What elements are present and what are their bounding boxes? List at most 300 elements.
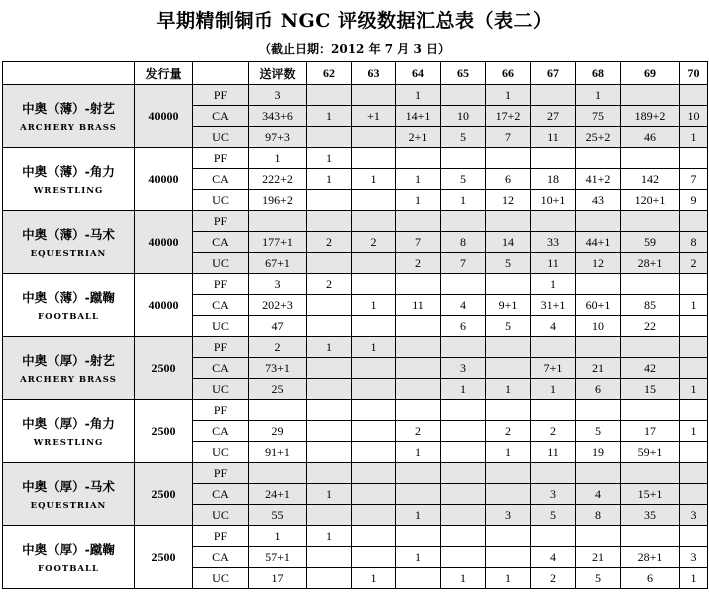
grade-count-cell: 15+1 <box>621 484 680 505</box>
grade-count-cell <box>441 421 486 442</box>
coin-name-english: ARCHERY BRASS <box>20 375 117 385</box>
grade-type-cell: UC <box>193 505 249 526</box>
coin-name-english: EQUESTRIAN <box>30 501 107 511</box>
table-row <box>3 526 708 547</box>
grade-count-cell: 12 <box>576 253 621 274</box>
mintage-cell: 40000 <box>135 148 193 211</box>
total-cell: 222+2 <box>249 169 307 190</box>
grade-count-cell: 1 <box>307 169 352 190</box>
coin-name-cell <box>3 274 135 337</box>
total-cell: 343+6 <box>249 106 307 127</box>
grade-count-cell <box>680 400 708 421</box>
grade-count-cell <box>486 274 531 295</box>
total-cell: 25 <box>249 379 307 400</box>
page-title: 早期精制铜币 NGC 评级数据汇总表（表二） <box>156 10 553 32</box>
grade-count-cell: 10 <box>441 106 486 127</box>
coin-name-chinese: 中奥（薄）-马术 <box>22 227 115 242</box>
grade-count-cell: 4 <box>576 484 621 505</box>
grade-count-cell: 2 <box>396 421 441 442</box>
grade-count-cell <box>307 442 352 463</box>
grade-count-cell: 21 <box>576 547 621 568</box>
grade-count-cell <box>352 148 396 169</box>
grade-count-cell: 3 <box>680 505 708 526</box>
grade-type-cell: PF <box>193 526 249 547</box>
grade-count-cell <box>307 421 352 442</box>
header-col: 66 <box>486 62 531 85</box>
grade-count-cell: 44+1 <box>576 232 621 253</box>
total-cell: 3 <box>249 85 307 106</box>
grade-count-cell <box>621 148 680 169</box>
grade-count-cell: 7 <box>680 169 708 190</box>
grade-count-cell <box>352 274 396 295</box>
grade-type-cell: UC <box>193 127 249 148</box>
grade-count-cell: 85 <box>621 295 680 316</box>
grade-count-cell <box>680 148 708 169</box>
grade-count-cell <box>576 400 621 421</box>
grade-count-cell <box>576 211 621 232</box>
grade-count-cell: 12 <box>486 190 531 211</box>
grade-count-cell <box>621 463 680 484</box>
grade-count-cell: 60+1 <box>576 295 621 316</box>
grade-count-cell: 31+1 <box>531 295 576 316</box>
grade-count-cell <box>396 337 441 358</box>
total-cell: 3 <box>249 274 307 295</box>
grade-count-cell: 6 <box>486 169 531 190</box>
grade-count-cell <box>396 148 441 169</box>
grade-count-cell: 59 <box>621 232 680 253</box>
grade-count-cell <box>396 526 441 547</box>
grade-count-cell <box>486 211 531 232</box>
grade-count-cell <box>352 190 396 211</box>
table-row <box>3 337 708 358</box>
total-cell: 91+1 <box>249 442 307 463</box>
grade-count-cell <box>307 400 352 421</box>
header-name <box>3 62 135 85</box>
grade-count-cell <box>396 484 441 505</box>
grade-type-cell: UC <box>193 316 249 337</box>
grade-count-cell <box>486 148 531 169</box>
grade-count-cell <box>396 568 441 589</box>
grade-count-cell: 33 <box>531 232 576 253</box>
coin-group <box>3 148 708 211</box>
grade-count-cell <box>352 505 396 526</box>
grade-count-cell: 3 <box>531 484 576 505</box>
grade-count-cell: 5 <box>531 505 576 526</box>
grade-count-cell <box>307 190 352 211</box>
grade-count-cell: 11 <box>531 442 576 463</box>
total-cell: 57+1 <box>249 547 307 568</box>
grade-count-cell: 4 <box>441 295 486 316</box>
grade-type-cell: PF <box>193 337 249 358</box>
grade-count-cell: 10 <box>680 106 708 127</box>
total-cell: 202+3 <box>249 295 307 316</box>
grade-count-cell: 1 <box>352 169 396 190</box>
grade-count-cell <box>307 505 352 526</box>
grade-count-cell <box>441 148 486 169</box>
grade-count-cell <box>680 358 708 379</box>
grade-count-cell <box>621 211 680 232</box>
grade-count-cell: 2 <box>531 568 576 589</box>
coin-name-english: FOOTBALL <box>38 312 99 322</box>
grade-type-cell: CA <box>193 295 249 316</box>
grade-count-cell: 8 <box>576 505 621 526</box>
grade-count-cell: 46 <box>621 127 680 148</box>
grade-count-cell: 1 <box>441 568 486 589</box>
grade-count-cell: 59+1 <box>621 442 680 463</box>
grade-count-cell <box>621 526 680 547</box>
grade-type-cell: UC <box>193 442 249 463</box>
mintage-cell: 2500 <box>135 463 193 526</box>
grade-type-cell: PF <box>193 400 249 421</box>
grade-count-cell <box>680 274 708 295</box>
grade-count-cell <box>576 148 621 169</box>
grade-count-cell: 10+1 <box>531 190 576 211</box>
grade-count-cell <box>441 547 486 568</box>
grade-count-cell <box>441 400 486 421</box>
grade-count-cell: 1 <box>486 568 531 589</box>
grade-count-cell <box>352 421 396 442</box>
grade-count-cell: 4 <box>531 316 576 337</box>
grade-count-cell: 7 <box>486 127 531 148</box>
grade-count-cell <box>486 547 531 568</box>
table-row <box>3 211 708 232</box>
grade-count-cell: 43 <box>576 190 621 211</box>
grade-type-cell: UC <box>193 379 249 400</box>
grade-count-cell: 11 <box>531 127 576 148</box>
total-cell: 24+1 <box>249 484 307 505</box>
grade-count-cell <box>680 484 708 505</box>
grade-count-cell <box>352 85 396 106</box>
grade-count-cell <box>576 463 621 484</box>
coin-group <box>3 337 708 400</box>
grade-count-cell <box>441 442 486 463</box>
grade-count-cell <box>680 85 708 106</box>
total-cell: 196+2 <box>249 190 307 211</box>
grade-count-cell: 5 <box>486 253 531 274</box>
grade-count-cell <box>396 463 441 484</box>
header-col: 69 <box>621 62 680 85</box>
grade-type-cell: CA <box>193 232 249 253</box>
grade-count-cell <box>441 463 486 484</box>
grade-count-cell: 1 <box>680 379 708 400</box>
total-cell: 17 <box>249 568 307 589</box>
grade-count-cell: 28+1 <box>621 253 680 274</box>
header-col: 70 <box>680 62 708 85</box>
coin-name-chinese: 中奥（薄）-角力 <box>22 164 115 179</box>
grade-count-cell <box>441 274 486 295</box>
grade-count-cell: +1 <box>352 106 396 127</box>
coin-group <box>3 526 708 589</box>
total-cell: 55 <box>249 505 307 526</box>
grade-count-cell: 41+2 <box>576 169 621 190</box>
total-cell: 1 <box>249 148 307 169</box>
grade-count-cell: 27 <box>531 106 576 127</box>
grade-count-cell: 1 <box>576 85 621 106</box>
grade-type-cell: CA <box>193 547 249 568</box>
header-col: 68 <box>576 62 621 85</box>
grade-count-cell: 1 <box>396 442 441 463</box>
grade-count-cell: 17+2 <box>486 106 531 127</box>
grade-count-cell: 3 <box>680 547 708 568</box>
coin-name-chinese: 中奥（厚）-射艺 <box>22 353 115 368</box>
grade-count-cell <box>396 274 441 295</box>
coin-name-cell <box>3 148 135 211</box>
grade-count-cell: 1 <box>396 190 441 211</box>
header-col: 67 <box>531 62 576 85</box>
grade-count-cell: 9+1 <box>486 295 531 316</box>
grade-count-cell: 1 <box>396 85 441 106</box>
grade-type-cell: PF <box>193 85 249 106</box>
coin-group <box>3 274 708 337</box>
grade-count-cell: 5 <box>576 568 621 589</box>
grade-count-cell: 189+2 <box>621 106 680 127</box>
grade-count-cell: 1 <box>396 169 441 190</box>
coin-name-chinese: 中奥（厚）-马术 <box>22 479 115 494</box>
grade-type-cell: CA <box>193 421 249 442</box>
cutoff-date: （截止日期：2012 年 7 月 3 日） <box>259 42 450 56</box>
grade-count-cell: 6 <box>576 379 621 400</box>
grade-count-cell: 17 <box>621 421 680 442</box>
grade-count-cell <box>352 127 396 148</box>
grade-count-cell: 6 <box>621 568 680 589</box>
grade-count-cell: 2 <box>307 232 352 253</box>
grade-type-cell: UC <box>193 253 249 274</box>
grade-type-cell: UC <box>193 568 249 589</box>
grade-count-cell <box>352 442 396 463</box>
grade-count-cell: 7 <box>396 232 441 253</box>
grade-count-cell <box>486 358 531 379</box>
grade-count-cell: 1 <box>680 421 708 442</box>
grade-count-cell: 142 <box>621 169 680 190</box>
mintage-cell: 2500 <box>135 526 193 589</box>
grade-count-cell <box>307 127 352 148</box>
grade-count-cell <box>307 547 352 568</box>
grade-count-cell: 11 <box>531 253 576 274</box>
grade-type-cell: CA <box>193 169 249 190</box>
grade-type-cell: PF <box>193 463 249 484</box>
grade-count-cell <box>486 484 531 505</box>
grade-count-cell <box>576 337 621 358</box>
grade-count-cell <box>680 442 708 463</box>
grade-count-cell: 1 <box>396 505 441 526</box>
grade-count-cell <box>352 547 396 568</box>
grading-table <box>2 61 708 589</box>
grade-count-cell <box>531 211 576 232</box>
header-mintage: 发行量 <box>135 62 193 85</box>
grade-count-cell: 8 <box>680 232 708 253</box>
grade-count-cell <box>486 337 531 358</box>
grade-count-cell: 1 <box>307 106 352 127</box>
grade-count-cell: 5 <box>441 169 486 190</box>
grade-count-cell <box>307 463 352 484</box>
grade-count-cell: 1 <box>680 295 708 316</box>
grade-count-cell: 120+1 <box>621 190 680 211</box>
coin-name-english: FOOTBALL <box>38 564 99 574</box>
grade-count-cell: 35 <box>621 505 680 526</box>
grade-count-cell <box>396 316 441 337</box>
mintage-cell: 40000 <box>135 211 193 274</box>
grade-count-cell: 1 <box>352 568 396 589</box>
grade-count-cell: 2 <box>396 253 441 274</box>
grade-count-cell: 10 <box>576 316 621 337</box>
grade-count-cell: 1 <box>441 190 486 211</box>
grade-count-cell: 7+1 <box>531 358 576 379</box>
grade-count-cell <box>531 148 576 169</box>
grade-count-cell <box>531 526 576 547</box>
coin-name-chinese: 中奥（薄）-蹴鞠 <box>22 290 115 305</box>
coin-name-chinese: 中奥（厚）-角力 <box>22 416 115 431</box>
grade-count-cell: 2 <box>680 253 708 274</box>
grade-count-cell <box>307 358 352 379</box>
total-cell: 97+3 <box>249 127 307 148</box>
grade-count-cell <box>680 211 708 232</box>
grade-count-cell <box>576 526 621 547</box>
grade-count-cell <box>396 400 441 421</box>
grade-count-cell <box>621 400 680 421</box>
grade-count-cell: 25+2 <box>576 127 621 148</box>
grade-count-cell: 7 <box>441 253 486 274</box>
grade-count-cell <box>486 526 531 547</box>
total-cell <box>249 400 307 421</box>
grade-count-cell: 15 <box>621 379 680 400</box>
grade-count-cell: 2 <box>352 232 396 253</box>
grade-count-cell <box>352 379 396 400</box>
grade-count-cell <box>680 526 708 547</box>
grade-count-cell: 5 <box>441 127 486 148</box>
grade-count-cell: 3 <box>441 358 486 379</box>
grade-count-cell <box>531 337 576 358</box>
grade-count-cell <box>307 253 352 274</box>
grade-count-cell: 1 <box>486 379 531 400</box>
grade-count-cell <box>621 337 680 358</box>
total-cell: 1 <box>249 526 307 547</box>
grade-count-cell: 21 <box>576 358 621 379</box>
grade-count-cell <box>307 295 352 316</box>
grade-count-cell: 1 <box>396 547 441 568</box>
grade-count-cell: 2 <box>531 421 576 442</box>
coin-name-chinese: 中奥（薄）-射艺 <box>22 101 115 116</box>
grade-count-cell: 75 <box>576 106 621 127</box>
grade-count-cell <box>531 400 576 421</box>
grade-count-cell: 19 <box>576 442 621 463</box>
grade-count-cell: 2 <box>486 421 531 442</box>
coin-name-chinese: 中奥（厚）-蹴鞠 <box>22 542 115 557</box>
grade-count-cell <box>441 337 486 358</box>
coin-name-cell <box>3 526 135 589</box>
grade-count-cell: 14+1 <box>396 106 441 127</box>
table-row <box>3 85 708 106</box>
grade-type-cell: PF <box>193 148 249 169</box>
grade-count-cell: 5 <box>486 316 531 337</box>
header-total: 送评数 <box>249 62 307 85</box>
grade-count-cell: 5 <box>576 421 621 442</box>
grade-count-cell <box>486 400 531 421</box>
grade-count-cell <box>621 274 680 295</box>
total-cell: 2 <box>249 337 307 358</box>
total-cell: 73+1 <box>249 358 307 379</box>
grade-count-cell: 28+1 <box>621 547 680 568</box>
grade-count-cell <box>531 463 576 484</box>
grade-count-cell: 8 <box>441 232 486 253</box>
coin-name-english: ARCHERY BRASS <box>20 123 117 133</box>
grade-count-cell <box>352 211 396 232</box>
grade-count-cell: 42 <box>621 358 680 379</box>
grade-count-cell <box>680 463 708 484</box>
coin-name-cell <box>3 337 135 400</box>
grade-count-cell <box>621 85 680 106</box>
header-col: 65 <box>441 62 486 85</box>
coin-name-english: EQUESTRIAN <box>30 249 107 259</box>
grade-count-cell <box>441 211 486 232</box>
grade-count-cell: 1 <box>486 85 531 106</box>
grade-count-cell: 22 <box>621 316 680 337</box>
header-col: 64 <box>396 62 441 85</box>
grade-count-cell <box>680 316 708 337</box>
grade-count-cell: 1 <box>680 568 708 589</box>
grade-count-cell <box>352 484 396 505</box>
grade-type-cell: CA <box>193 484 249 505</box>
grade-count-cell: 1 <box>531 379 576 400</box>
total-cell: 67+1 <box>249 253 307 274</box>
grade-type-cell: PF <box>193 274 249 295</box>
grade-count-cell: 1 <box>307 337 352 358</box>
mintage-cell: 40000 <box>135 274 193 337</box>
header-col: 62 <box>307 62 352 85</box>
total-cell: 29 <box>249 421 307 442</box>
coin-name-cell <box>3 85 135 148</box>
grade-count-cell <box>352 253 396 274</box>
mintage-cell: 40000 <box>135 85 193 148</box>
grade-count-cell <box>531 85 576 106</box>
grade-count-cell: 1 <box>307 148 352 169</box>
grade-count-cell <box>352 526 396 547</box>
total-cell <box>249 211 307 232</box>
grade-count-cell <box>576 274 621 295</box>
table-row <box>3 148 708 169</box>
grade-count-cell: 1 <box>441 379 486 400</box>
grade-count-cell: 1 <box>307 526 352 547</box>
grade-count-cell <box>441 505 486 526</box>
coin-group <box>3 400 708 463</box>
coin-group <box>3 463 708 526</box>
table-row <box>3 400 708 421</box>
coin-name-cell <box>3 211 135 274</box>
coin-name-english: WRESTLING <box>33 186 104 196</box>
grade-count-cell: 1 <box>680 127 708 148</box>
grade-count-cell <box>307 316 352 337</box>
grade-count-cell <box>352 400 396 421</box>
grade-count-cell <box>307 211 352 232</box>
grade-count-cell: 18 <box>531 169 576 190</box>
total-cell: 47 <box>249 316 307 337</box>
table-row <box>3 463 708 484</box>
grade-count-cell: 2+1 <box>396 127 441 148</box>
grade-count-cell: 11 <box>396 295 441 316</box>
grade-count-cell <box>307 85 352 106</box>
grade-count-cell: 1 <box>352 295 396 316</box>
grade-count-cell <box>352 316 396 337</box>
grade-count-cell <box>352 358 396 379</box>
grade-type-cell: UC <box>193 190 249 211</box>
grade-count-cell: 4 <box>531 547 576 568</box>
coin-group <box>3 85 708 148</box>
grade-type-cell: CA <box>193 106 249 127</box>
header-row <box>3 62 708 85</box>
coin-name-cell <box>3 400 135 463</box>
grade-count-cell <box>352 463 396 484</box>
grade-count-cell <box>486 463 531 484</box>
total-cell <box>249 463 307 484</box>
